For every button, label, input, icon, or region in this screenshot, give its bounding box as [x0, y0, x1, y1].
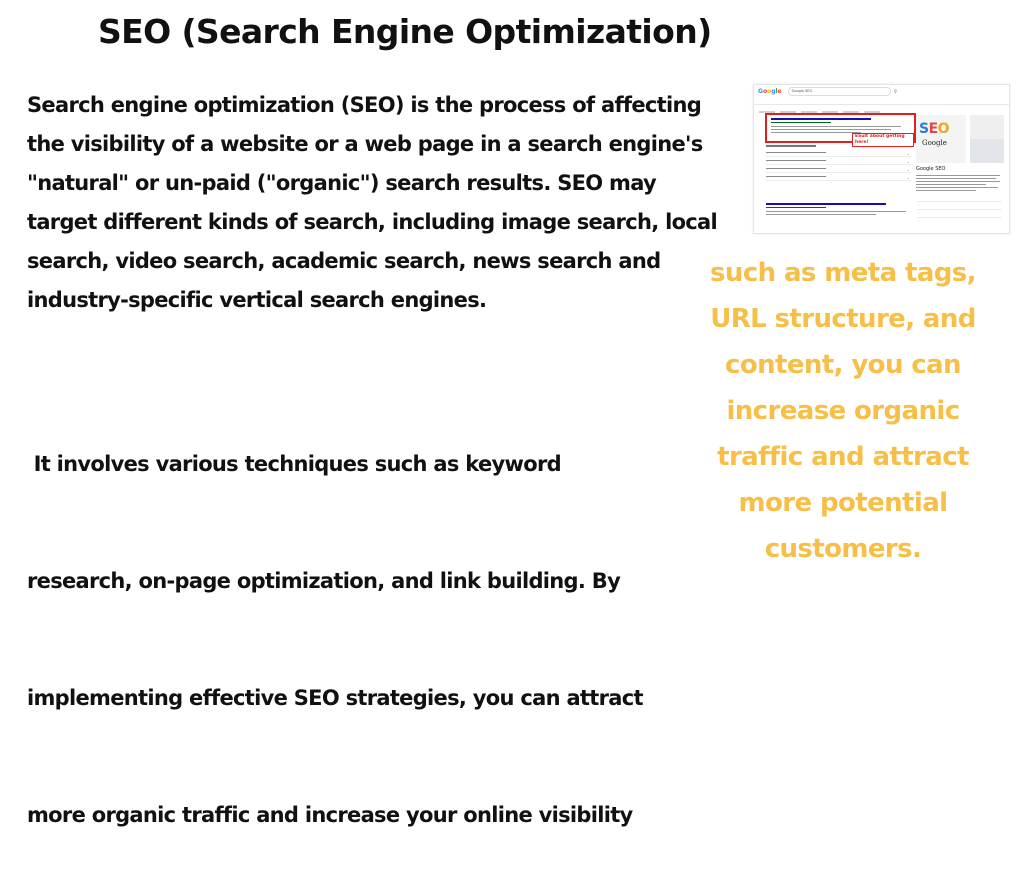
paragraph-line: search, video search, academic search, news search and — [27, 249, 661, 273]
panel-row — [916, 211, 1002, 218]
paragraph-line: more organic traffic and increase your online visibility — [27, 803, 633, 827]
seo-logo-mark: SEO — [919, 121, 950, 137]
search-icon: ⚲ — [893, 88, 898, 95]
highlighted-result — [765, 113, 916, 143]
people-also-ask-heading — [766, 145, 816, 147]
paragraph-line: "natural" or un-paid ("organic") search results. SEO may — [27, 171, 657, 195]
question-row: ⌄ — [766, 159, 911, 165]
seo-logo-image — [916, 115, 966, 163]
callout-line: traffic and attract — [717, 442, 969, 472]
question-row: ⌄ — [766, 151, 911, 157]
paragraph-line: implementing effective SEO strategies, you can attract — [27, 686, 643, 710]
techniques-paragraph — [27, 367, 687, 874]
paragraph-line: the visibility of a website or a web page in a search engine's — [27, 132, 703, 156]
callout-line: more potential — [738, 488, 948, 518]
panel-row — [916, 203, 1002, 210]
knowledge-panel — [916, 115, 1004, 230]
search-results-screenshot — [753, 84, 1010, 234]
question-row: ⌄ — [766, 175, 911, 181]
callout-line: content, you can — [725, 350, 961, 380]
slide-title: SEO (Search Engine Optimization) — [98, 12, 712, 51]
question-row: ⌄ — [766, 167, 911, 173]
paragraph-line: It involves various techniques such as keyword — [27, 452, 561, 476]
search-box: Google SEO — [788, 87, 891, 96]
panel-row — [916, 195, 1002, 202]
callout-line: customers. — [764, 534, 922, 564]
search-header — [754, 85, 1009, 98]
paragraph-line: target different kinds of search, including image search, local — [27, 210, 718, 234]
search-tabs — [754, 98, 1009, 105]
paragraph-line: research, on-page optimization, and link building. By — [27, 569, 621, 593]
google-logo: Google — [758, 88, 782, 95]
paragraph-line: industry-specific vertical search engines. — [27, 288, 487, 312]
highlight-badge: ESult about getting here! — [852, 133, 914, 147]
callout-line: such as meta tags, — [710, 258, 976, 288]
highlight-callout — [700, 250, 986, 572]
callout-line: increase organic — [726, 396, 960, 426]
paragraph-line: Search engine optimization (SEO) is the process of affecting — [27, 93, 702, 117]
google-wordmark: Google — [922, 139, 947, 147]
knowledge-panel-title: Google SEO — [916, 166, 946, 172]
callout-line: URL structure, and — [710, 304, 976, 334]
intro-paragraph — [27, 86, 747, 320]
panel-image — [970, 139, 1004, 163]
